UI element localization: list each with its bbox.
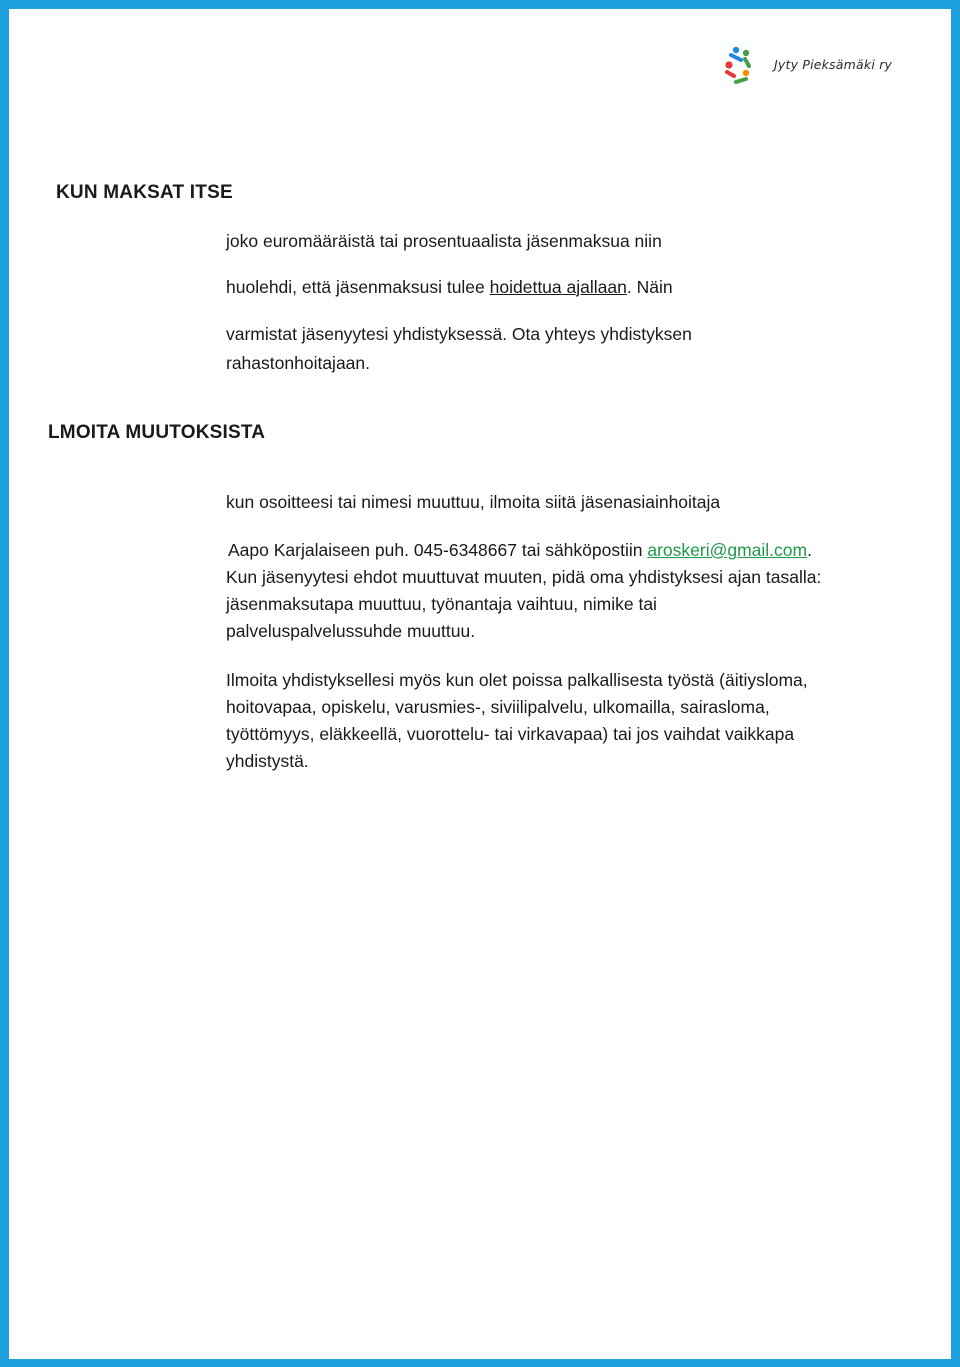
- pay-line-2: [226, 275, 673, 299]
- pay-line-1: joko euromääräistä tai prosentuaalista jäsenmaksua niin: [226, 231, 662, 251]
- changes-line-4: jäsenmaksutapa muuttuu, työnantaja vaihtuu, nimike tai: [226, 594, 657, 614]
- absence-line-4: yhdistystä.: [226, 751, 309, 771]
- contact-suffix: .: [807, 540, 812, 560]
- pay-on-time-underlined: hoidettua ajallaan: [489, 277, 627, 297]
- logo-text: Jyty Pieksämäki ry: [774, 57, 893, 72]
- email-link[interactable]: aroskeri@gmail.com: [647, 540, 808, 560]
- changes-line-3: Kun jäsenyytesi ehdot muuttuvat muuten, pidä oma yhdistyksesi ajan tasalla:: [226, 567, 822, 587]
- absence-line-2: hoitovapaa, opiskelu, varusmies-, siviilipalvelu, ulkomailla, sairasloma,: [226, 697, 770, 717]
- contact-prefix: Aapo Karjalaiseen puh. 045-6348667 tai sähköpostiin: [228, 540, 648, 560]
- pay-line-2-end: . Näin: [626, 277, 673, 297]
- absence-line-1: Ilmoita yhdistyksellesi myös kun olet poissa palkallisesta työstä (äitiysloma,: [226, 670, 808, 690]
- absence-line-3: työttömyys, eläkkeellä, vuorottelu- tai virkavapaa) tai jos vaihdat vaikkapa: [226, 724, 795, 744]
- changes-line-1: kun osoitteesi tai nimesi muuttuu, ilmoita siitä jäsenasiainhoitaja: [226, 492, 721, 512]
- pay-line-4: rahastonhoitajaan.: [226, 353, 370, 373]
- pay-line-2-start: huolehdi, että jäsenmaksusi tulee: [226, 277, 490, 297]
- changes-line-5: palveluspalvelussuhde muuttuu.: [226, 621, 476, 641]
- jyty-people-icon: [722, 46, 762, 86]
- pay-line-3: varmistat jäsenyytesi yhdistyksessä. Ota yhteys yhdistyksen: [226, 324, 692, 344]
- heading-report-changes: LMOITA MUUTOKSISTA: [48, 422, 266, 443]
- contact-line: [228, 538, 812, 562]
- logo: [722, 46, 902, 86]
- heading-pay-yourself: KUN MAKSAT ITSE: [56, 182, 233, 203]
